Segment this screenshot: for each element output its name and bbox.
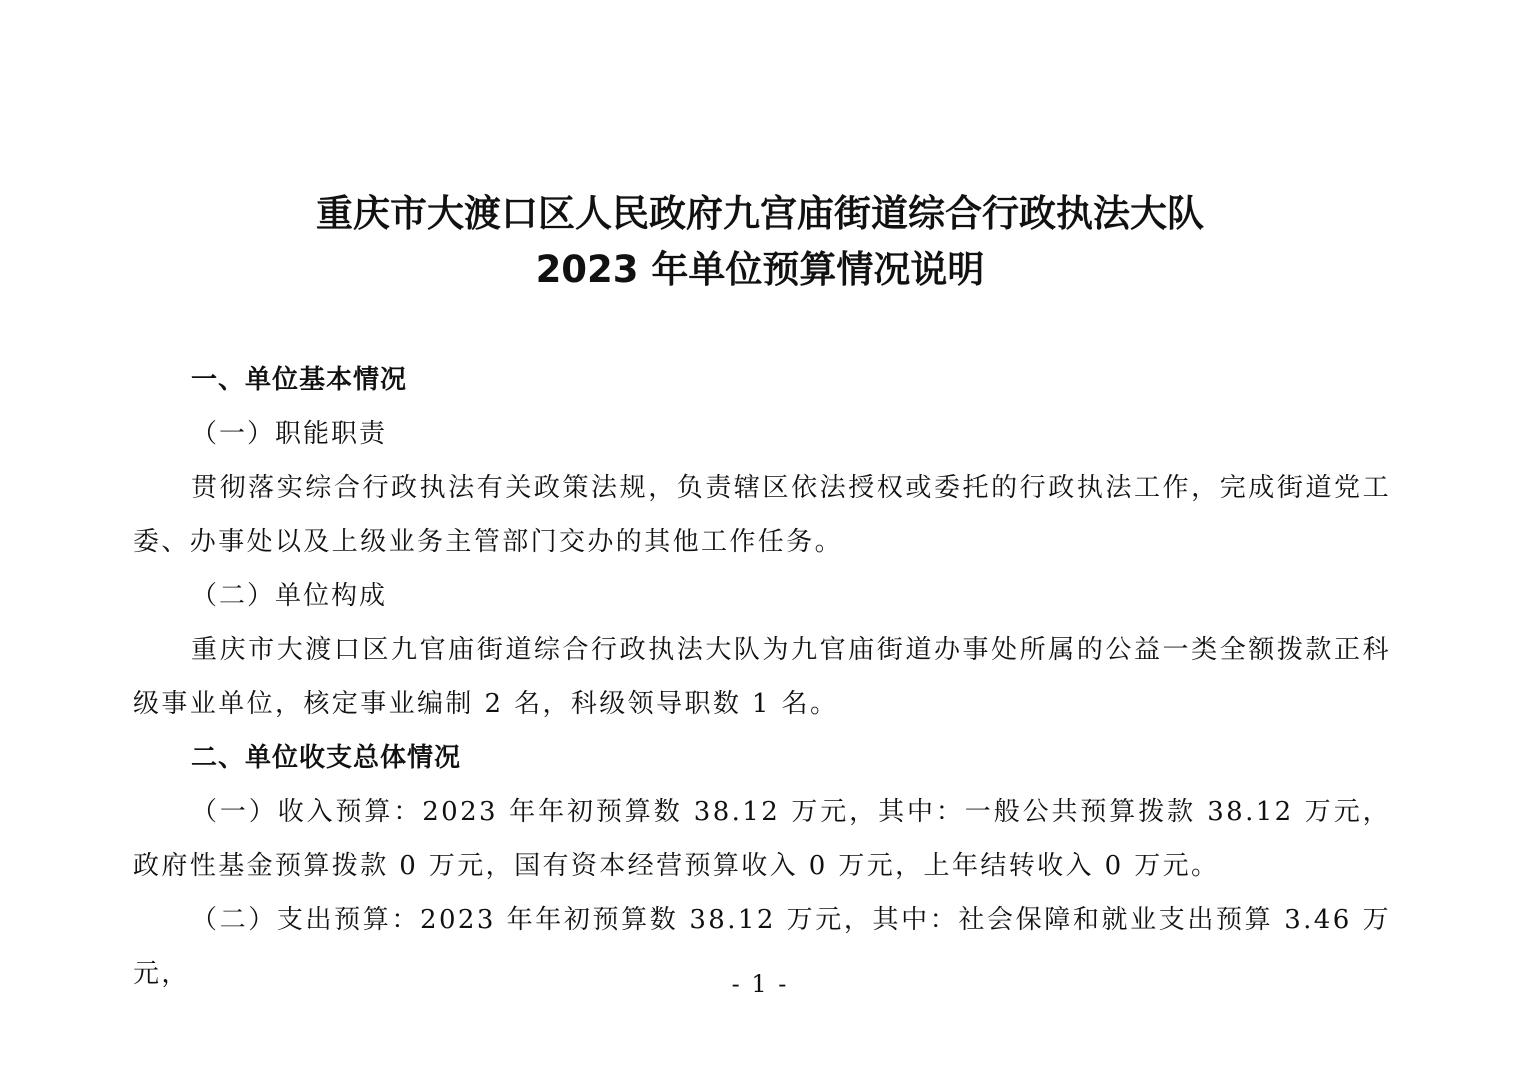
subsection-heading-duties: （一）职能职责	[191, 419, 388, 449]
document-body	[133, 353, 1391, 1001]
paragraph-expenditure-budget: （二）支出预算：2023 年年初预算数 38.12 万元，其中：社会保障和就业支出预算 3.46 万元，	[133, 905, 1391, 989]
paragraph-composition: 重庆市大渡口区九官庙街道综合行政执法大队为九官庙街道办事处所属的公益一类全额拨款正科级事业单位，核定事业编制 2 名，科级领导职数 1 名。	[133, 635, 1391, 719]
section-heading-basic-info: 一、单位基本情况	[191, 365, 408, 395]
paragraph-income-budget: （一）收入预算：2023 年年初预算数 38.12 万元，其中：一般公共预算拨款 38.12 万元，政府性基金预算拨款 0 万元，国有资本经营预算收入 0 万元，上年结转收入 0 万元。	[133, 797, 1391, 881]
paragraph-duties: 贯彻落实综合行政执法有关政策法规，负责辖区依法授权或委托的行政执法工作，完成街道党工委、办事处以及上级业务主管部门交办的其他工作任务。	[133, 473, 1391, 557]
title-line-1: 重庆市大渡口区人民政府九宫庙街道综合行政执法大队	[316, 192, 1204, 235]
title-line-2: 2023 年单位预算情况说明	[535, 248, 985, 291]
subsection-heading-composition: （二）单位构成	[191, 581, 388, 611]
document-title	[0, 186, 1520, 298]
page-number: - 1 -	[731, 970, 789, 998]
section-heading-budget-overview: 二、单位收支总体情况	[191, 743, 462, 773]
